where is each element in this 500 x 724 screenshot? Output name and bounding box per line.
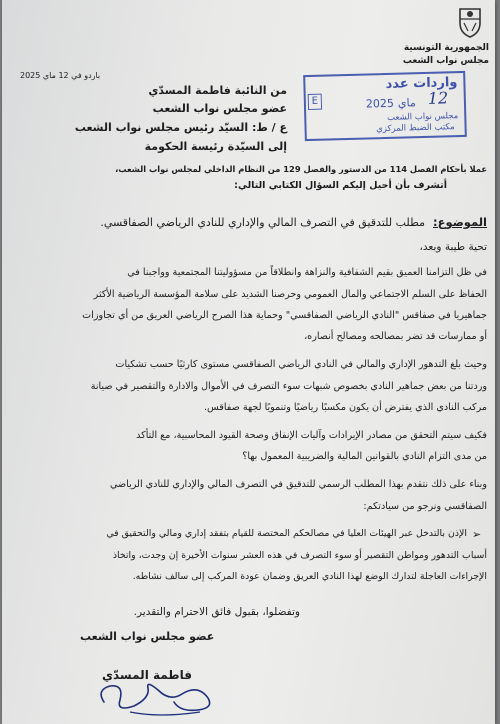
- stamp-day: 12: [427, 88, 449, 108]
- letter-page: [2, 0, 495, 724]
- para2-line3: مركب النادي الذي يفترض أن يكون مكسبًا رياضيًا وتنمويًا لجهة صفاقس.: [204, 402, 487, 413]
- legal-basis: عملا بأحكام الفصل 114 من الدستور والفصل 129 من النظام الداخلي لمجلس نواب الشعب،: [115, 164, 487, 174]
- via-line: ع / ط: السيّد رئيس مجلس نواب الشعب: [74, 121, 287, 134]
- para3-line2: من مدى التزام النادي بالقوانين المالية والضريبية المعمول بها؟: [242, 451, 487, 462]
- para1-line2: الحفاظ على السلم الاجتماعي والمال العمومي وحرصنا الشديد على سلامة المؤسسة الرياضية الأكثر: [93, 289, 487, 300]
- stamp-box: E: [308, 94, 322, 110]
- coat-of-arms-icon: [456, 5, 484, 39]
- letterhead-republic: الجمهورية التونسية: [403, 43, 489, 53]
- handwritten-signature: [90, 672, 240, 720]
- para4-line2: الصفاقسي ونرجو من سيادتكم:: [363, 501, 487, 512]
- para2-line1: وحيث بلغ التدهور الإداري والمالي في النادي الرياضي الصفاقسي مستوى كارثيًا حسب تشكيات: [115, 359, 487, 370]
- subject-text: مطلب للتدقيق في التصرف المالي والإداري للنادي الرياضي الصفاقسي.: [100, 216, 425, 229]
- greeting: تحية طيبة وبعد،: [419, 241, 487, 253]
- subject-label: الموضوع:: [433, 215, 487, 229]
- date-line: باردو في 12 ماي 2025: [20, 71, 101, 80]
- reception-stamp: [303, 71, 467, 141]
- stamp-line2: مكتب الضبط المركزي: [376, 122, 455, 135]
- para4-line1: وبناء على ذلك نتقدم بهذا المطلب الرسمي للتدقيق في التصرف المالي والإداري للنادي الرياضي: [110, 479, 487, 490]
- sender-title: عضو مجلس نواب الشعب: [152, 102, 287, 115]
- para2-line2: وردتنا من بعض جماهير النادي بخصوص شبهات سوء التصرف في الأموال والادارة والتقصير في صيانة: [90, 381, 487, 392]
- signature-title: عضو مجلس نواب الشعب: [80, 630, 215, 643]
- para1-line4: أو ممارسات قد تضر بمصالحه ومصالح أنصاره،: [304, 331, 487, 342]
- request-bullet-icon: ➢: [472, 528, 482, 541]
- sender-name: من النائبة فاطمة المسدّي: [148, 84, 287, 97]
- request-line2: أسباب التدهور ومواطن التقصير أو سوء التصرف في هذه العشر سنوات الأخيرة إن وجدت، واتخاذ: [112, 550, 487, 561]
- closing-line: وتفضلوا، بقبول فائق الاحترام والتقدير.: [133, 606, 300, 618]
- signature-name: فاطمة المسدّي: [102, 668, 192, 682]
- honor-line: أتشرف بأن أحيل إليكم السؤال الكتابي التالي:: [234, 180, 447, 191]
- stamp-title: واردات عدد: [385, 75, 458, 92]
- stamp-line1: مجلس نواب الشعب: [386, 111, 459, 123]
- stamp-year: 2025: [365, 96, 395, 111]
- para1-line3: جماهيريا في صفاقس "النادي الرياضي الصفاقسي" وحماية هذا الصرح الرياضي العريق من أي تجاوزات: [82, 310, 487, 321]
- recipient-line: إلى السيّدة رئيسة الحكومة: [144, 140, 287, 153]
- request-line1: الإذن بالتدخل عبر الهيئات العليا في مصالحكم المختصة للقيام بتفقد إداري ومالي والتحقيق في: [106, 528, 467, 539]
- request-line3: الإجراءات العاجلة لتدارك الوضع لهذا النادي العريق وضمان عودة المركب إلى سالف نشاطه.: [132, 571, 487, 582]
- para1-line1: في ظل التزامنا العميق بقيم الشفافية والنزاهة وانطلاقاً من مسؤوليتنا المجتمعية وواجبنا في: [127, 267, 487, 278]
- stamp-month: ماي: [397, 96, 416, 110]
- letterhead-parliament: مجلس نواب الشعب: [402, 56, 489, 66]
- para3-line1: فكيف سيتم التحقق من مصادر الإيرادات وآليات الإنفاق وصحة القيود المحاسبية، مع التأكد: [136, 430, 487, 441]
